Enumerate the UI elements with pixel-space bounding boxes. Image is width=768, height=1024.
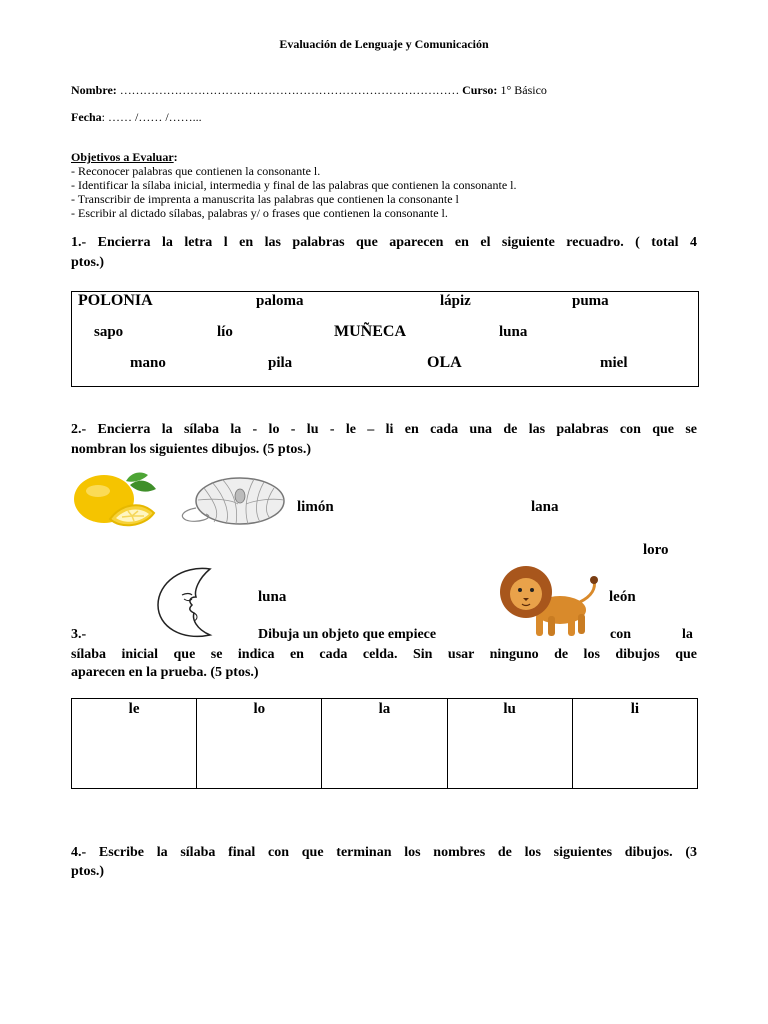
- q1-word[interactable]: lápiz: [440, 293, 471, 309]
- q4-text-line1: 4.- Escribe la sílaba final con que terminan los nombres de los siguientes dibujos. (3: [71, 845, 697, 860]
- q1-word[interactable]: OLA: [427, 354, 462, 371]
- objective-item: - Reconocer palabras que contienen la consonante l.: [71, 164, 321, 178]
- syllable-cell-la[interactable]: la: [322, 699, 447, 789]
- q2-word-leon[interactable]: león: [609, 589, 636, 605]
- objective-item: - Transcribir de imprenta a manuscrita las palabras que contienen la consonante l: [71, 192, 459, 206]
- q1-word[interactable]: paloma: [256, 293, 304, 309]
- q3-text-la: la: [682, 627, 693, 642]
- q3-text-start: Dibuja un objeto que empiece: [258, 627, 437, 642]
- objectives-heading: Objetivos a Evaluar: [71, 150, 174, 164]
- curso-value: 1° Básico: [500, 83, 547, 97]
- nombre-label: Nombre:: [71, 83, 117, 97]
- q1-word[interactable]: puma: [572, 293, 609, 309]
- q2-word-limon[interactable]: limón: [297, 499, 334, 515]
- q3-number: 3.-: [71, 627, 87, 642]
- q3-drawing-table: [71, 698, 698, 789]
- q2-word-luna[interactable]: luna: [258, 589, 287, 605]
- q1-word[interactable]: mano: [130, 355, 166, 371]
- q1-word[interactable]: luna: [499, 324, 528, 340]
- q2-text-line2: nombran los siguientes dibujos. (5 ptos.): [71, 442, 311, 457]
- q1-word[interactable]: miel: [600, 355, 628, 371]
- moon-image: [152, 565, 244, 641]
- syllable-cell-li[interactable]: li: [572, 699, 697, 789]
- page-title: Evaluación de Lenguaje y Comunicación: [279, 37, 489, 51]
- q1-word-box: [71, 291, 699, 387]
- fecha-blank[interactable]: : …… /…… /……...: [101, 110, 202, 124]
- q1-text-line2: ptos.): [71, 255, 105, 270]
- syllable-cell-lu[interactable]: lu: [447, 699, 572, 789]
- q4-text-line2: ptos.): [71, 864, 105, 879]
- syllable-cell-lo[interactable]: lo: [197, 699, 322, 789]
- objective-item: - Identificar la sílaba inicial, intermedia y final de las palabras que contienen la consonante l.: [71, 178, 517, 192]
- nombre-row: [71, 83, 547, 98]
- q3-text-line3: aparecen en la prueba. (5 ptos.): [71, 665, 259, 680]
- lion-image: [496, 562, 600, 640]
- q3-text-line2: sílaba inicial que se indica en cada celda. Sin usar ninguno de los dibujos que: [71, 647, 697, 662]
- q2-word-lana[interactable]: lana: [531, 499, 559, 515]
- q3-text-con: con: [610, 627, 631, 642]
- objectives-colon: :: [173, 150, 178, 164]
- q1-word[interactable]: pila: [268, 355, 293, 371]
- q2-word-loro[interactable]: loro: [643, 542, 669, 558]
- nombre-blank[interactable]: ……………………………………………………………………………: [119, 83, 460, 97]
- yarn-ball-image: [176, 474, 288, 528]
- objective-item: - Escribir al dictado sílabas, palabras y/ o frases que contienen la consonante l.: [71, 206, 448, 220]
- curso-label: Curso:: [462, 83, 498, 97]
- objectives-heading-row: [71, 150, 178, 164]
- fecha-row: [71, 110, 202, 125]
- q1-word[interactable]: lío: [217, 324, 233, 340]
- syllable-cell-le[interactable]: le: [72, 699, 197, 789]
- q2-text-line1: 2.- Encierra la sílaba la - lo - lu - le – li en cada una de las palabras con que se: [71, 422, 697, 437]
- q1-text-line1: 1.- Encierra la letra l en las palabras que aparecen en el siguiente recuadro. ( total 4: [71, 235, 697, 250]
- fecha-label: Fecha: [71, 110, 102, 124]
- q1-word[interactable]: sapo: [94, 324, 124, 340]
- lemon-image: [70, 467, 160, 531]
- q1-word[interactable]: MUÑECA: [334, 323, 406, 340]
- q1-word[interactable]: POLONIA: [78, 292, 153, 309]
